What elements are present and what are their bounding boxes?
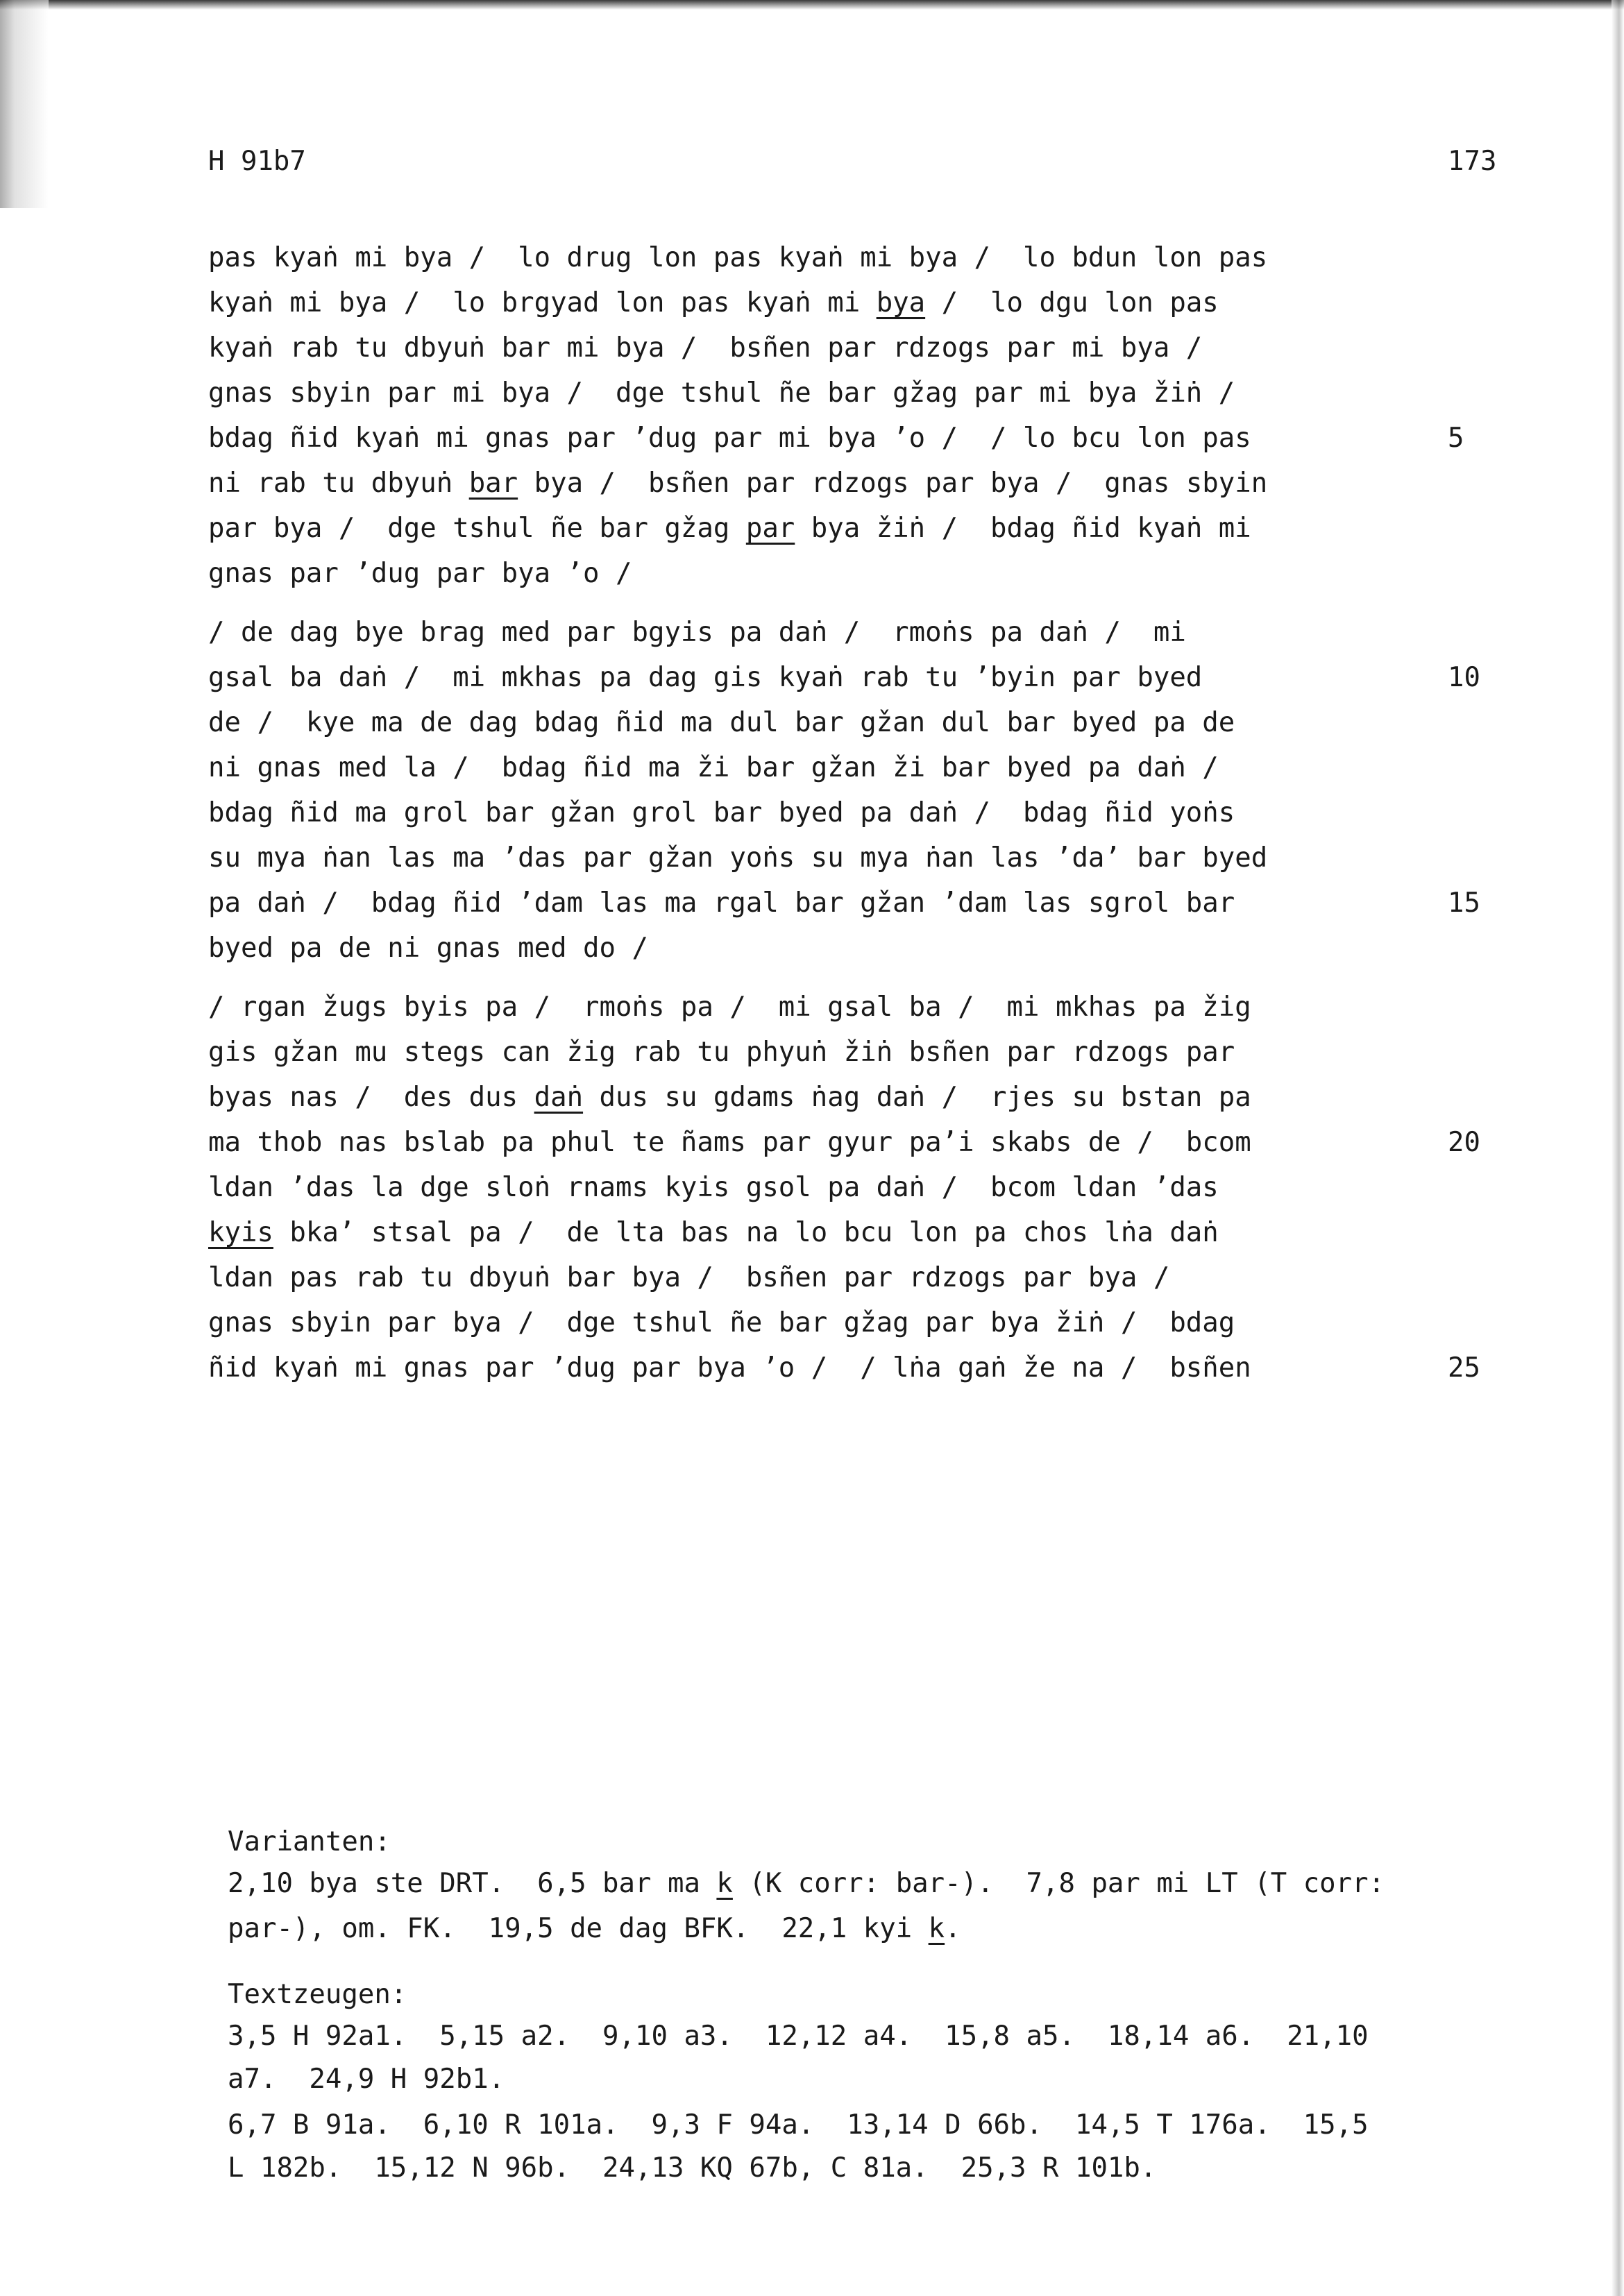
scan-edge-right <box>1612 0 1624 2296</box>
underlined-word: daṅ <box>534 1082 584 1113</box>
text-segment: par-), om. FK. 19,5 de dag BFK. 22,1 kyi <box>228 1913 929 1944</box>
line-number: 5 <box>1448 423 1464 454</box>
text-line <box>208 1084 1251 1111</box>
text-line <box>208 1219 1219 1246</box>
line-number: 25 <box>1448 1352 1480 1384</box>
text-line <box>208 994 1251 1021</box>
page-number: 173 <box>1448 146 1497 177</box>
text-segment: gis gžan mu stegs can žig rab tu phyuṅ žiṅ bsñen par rdzogs par <box>208 1037 1235 1068</box>
text-segment: bya žiṅ / bdag ñid kyaṅ mi <box>795 513 1251 544</box>
text-segment: gnas sbyin par mi bya / dge tshul ñe bar gžag par mi bya žiṅ / <box>208 377 1235 409</box>
text-line <box>208 754 1219 781</box>
underlined-word: bya <box>876 287 926 318</box>
text-line <box>208 334 1202 362</box>
text-line <box>208 560 632 587</box>
text-segment: dus su gdams ṅag daṅ / rjes su bstan pa <box>583 1082 1251 1113</box>
line-number: 10 <box>1448 662 1480 693</box>
text-segment: a7. 24,9 H 92b1. <box>228 2064 505 2095</box>
text-segment: / lo dgu lon pas <box>925 287 1219 318</box>
text-segment: 3,5 H 92a1. 5,15 a2. 9,10 a3. 12,12 a4. 15,8 a5. 18,14 a6. 21,10 <box>228 2021 1369 2052</box>
text-segment: L 182b. 15,12 N 96b. 24,13 KQ 67b, C 81a. 25,3 R 101b. <box>228 2152 1157 2184</box>
text-segment: kyaṅ mi bya / lo brgyad lon pas kyaṅ mi <box>208 287 877 318</box>
text-line <box>208 664 1202 691</box>
text-segment: pa daṅ / bdag ñid ’dam las ma rgal bar gžan ’dam las sgrol bar <box>208 887 1235 919</box>
text-line <box>208 1039 1235 1066</box>
text-line <box>208 1264 1169 1291</box>
text-segment: gnas par ’dug par bya ’o / <box>208 558 632 589</box>
text-segment: de / kye ma de dag bdag ñid ma dul bar gžan dul bar byed pa de <box>208 707 1235 738</box>
text-segment: bya / bsñen par rdzogs par bya / gnas sbyin <box>518 468 1268 499</box>
text-segment: ma thob nas bslab pa phul te ñams par gyur pa’i skabs de / bcom <box>208 1127 1251 1158</box>
textzeugen-line <box>228 2023 1369 2050</box>
text-line <box>208 289 1219 316</box>
text-segment: ñid kyaṅ mi gnas par ’dug par bya ’o / / lṅa gaṅ že na / bsñen <box>208 1352 1251 1384</box>
text-line <box>208 935 648 962</box>
underlined-word: kyis <box>208 1217 273 1248</box>
text-segment: byed pa de ni gnas med do / <box>208 933 648 964</box>
text-segment: par bya / dge tshul ñe bar gžag <box>208 513 746 544</box>
textzeugen-line <box>228 2154 1156 2182</box>
text-line <box>208 515 1251 542</box>
varianten-line <box>228 1915 961 1942</box>
text-line <box>208 470 1267 497</box>
text-segment: / de dag bye brag med par bgyis pa daṅ / rmoṅs pa daṅ / mi <box>208 617 1186 648</box>
text-line <box>208 619 1186 646</box>
textzeugen-line <box>228 2109 1369 2141</box>
text-segment: bka’ stsal pa / de lta bas na lo bcu lon pa chos lṅa daṅ <box>273 1217 1219 1248</box>
underlined-word: bar <box>468 468 518 499</box>
text-segment: pas kyaṅ mi bya / lo drug lon pas kyaṅ mi bya / lo bdun lon pas <box>208 242 1268 273</box>
text-line <box>208 1129 1251 1156</box>
scan-edge-left <box>0 0 49 208</box>
text-line <box>208 842 1268 874</box>
text-line <box>208 244 1267 271</box>
varianten-heading: Varianten: <box>228 1826 391 1857</box>
text-segment: kyaṅ rab tu dbyuṅ bar mi bya / bsñen par rdzogs par mi bya / <box>208 332 1203 364</box>
text-segment: 2,10 bya ste DRT. 6,5 bar ma <box>228 1868 717 1899</box>
text-segment: ldan ’das la dge sloṅ rnams kyis gsol pa daṅ / bcom ldan ’das <box>208 1172 1219 1203</box>
underlined-word: k <box>928 1913 945 1944</box>
varianten-line <box>228 1870 1385 1897</box>
textzeugen-line <box>228 2066 505 2093</box>
running-header-reference: H 91b7 <box>208 146 306 177</box>
underlined-word: k <box>716 1868 733 1899</box>
text-segment: bdag ñid kyaṅ mi gnas par ’dug par mi bya ’o / / lo bcu lon pas <box>208 423 1251 454</box>
text-segment: (K corr: bar-). 7,8 par mi LT (T corr: <box>732 1868 1385 1899</box>
scan-edge-top <box>0 0 1624 10</box>
text-segment: ldan pas rab tu dbyuṅ bar bya / bsñen par rdzogs par bya / <box>208 1262 1170 1293</box>
text-line <box>208 425 1251 452</box>
text-line <box>208 1352 1251 1384</box>
text-segment: su mya ṅan las ma ’das par gžan yoṅs su mya ṅan las ’da’ bar byed <box>208 842 1268 874</box>
text-segment: byas nas / des dus <box>208 1082 534 1113</box>
text-line <box>208 799 1235 826</box>
textzeugen-heading: Textzeugen: <box>228 1979 407 2010</box>
text-segment: ni rab tu dbyuṅ <box>208 468 469 499</box>
line-number: 15 <box>1448 887 1480 919</box>
text-line <box>208 1174 1219 1201</box>
text-segment: . <box>945 1913 961 1944</box>
text-segment: gnas sbyin par bya / dge tshul ñe bar gžag par bya žiṅ / bdag <box>208 1307 1235 1338</box>
text-segment: gsal ba daṅ / mi mkhas pa dag gis kyaṅ rab tu ’byin par byed <box>208 662 1203 693</box>
text-line <box>208 377 1235 409</box>
text-segment: / rgan žugs byis pa / rmoṅs pa / mi gsal ba / mi mkhas pa žig <box>208 992 1251 1023</box>
text-segment: bdag ñid ma grol bar gžan grol bar byed pa daṅ / bdag ñid yoṅs <box>208 797 1235 828</box>
text-segment: 6,7 B 91a. 6,10 R 101a. 9,3 F 94a. 13,14 D 66b. 14,5 T 176a. 15,5 <box>228 2109 1369 2141</box>
line-number: 20 <box>1448 1127 1480 1158</box>
underlined-word: par <box>745 513 795 544</box>
text-line <box>208 709 1235 736</box>
text-line <box>208 1309 1235 1336</box>
text-segment: ni gnas med la / bdag ñid ma ži bar gžan ži bar byed pa daṅ / <box>208 752 1219 783</box>
text-line <box>208 887 1235 919</box>
